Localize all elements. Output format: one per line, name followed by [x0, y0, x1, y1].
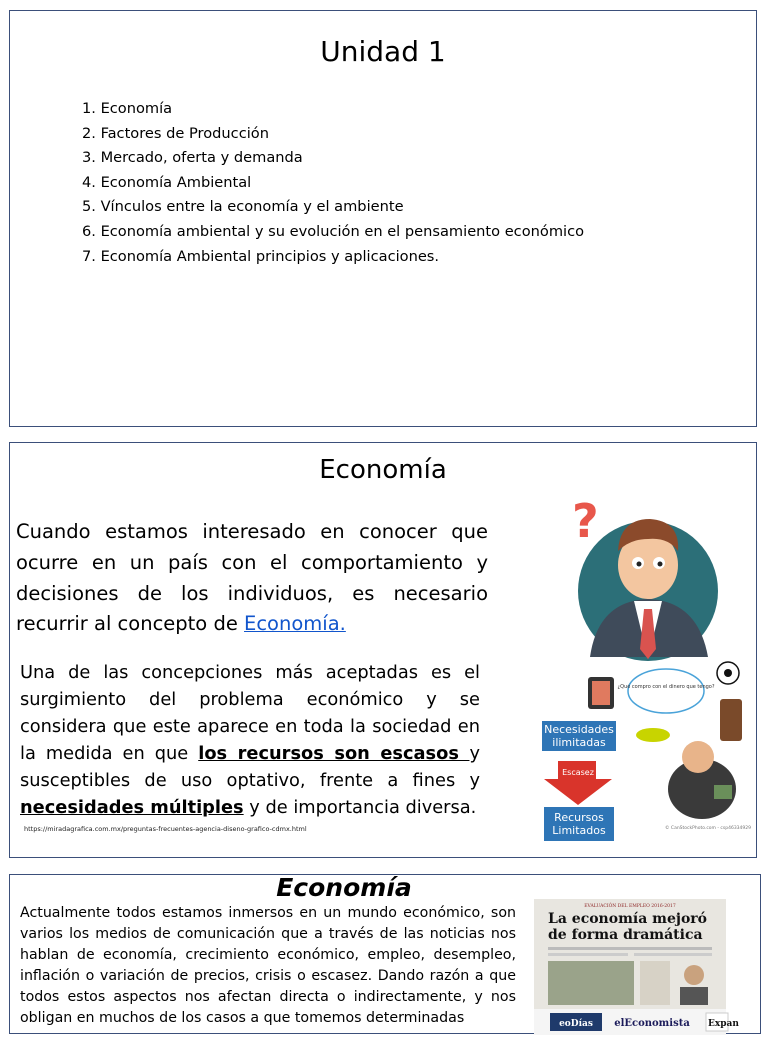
newspaper-headline-2: de forma dramática	[548, 927, 703, 943]
list-item: 7. Economía Ambiental principios y aplicaciones.	[82, 247, 440, 265]
necesidades-box: Necesidades ilimitadas	[542, 721, 616, 751]
thinking-man-icon	[538, 489, 751, 849]
slide3-title: Economía	[276, 873, 412, 902]
recursos-escasos-text: los recursos son escasos	[198, 743, 470, 764]
masthead-3: Expan	[708, 1019, 739, 1029]
recursos-box: Recursos Limitados	[544, 807, 614, 841]
list-item: 5. Vínculos entre la economía y el ambiente	[82, 198, 404, 216]
newspaper-kicker: EVALUACIÓN DEL EMPLEO 2016-2017	[584, 904, 676, 909]
necesidades-multiples-text: necesidades múltiples	[20, 797, 244, 818]
list-item: 2. Factores de Producción	[82, 124, 269, 142]
newspaper-collage-image	[534, 899, 739, 1035]
intro-text: Cuando estamos interesado en conocer que ocurre en un país con el comportamiento y decisiones de los individuos, es necesario recurrir al concepto de	[16, 520, 488, 636]
list-item: 1. Economía	[82, 100, 173, 117]
list-item: 4. Economía Ambiental	[82, 173, 252, 191]
slide-economia-concept	[9, 442, 757, 858]
arrow-label: Escasez	[562, 768, 594, 777]
unit-topics-list	[82, 97, 584, 269]
svg-text:?: ?	[572, 494, 599, 548]
intro-paragraph	[16, 517, 488, 640]
masthead-2: elEconomista	[614, 1018, 690, 1029]
masthead-1: eoDías	[559, 1019, 593, 1029]
list-item: 6. Economía ambiental y su evolución en el pensamiento económico	[82, 222, 585, 240]
concept-text-a: Una de las concepciones más aceptadas es el surgimiento del problema económico y se considera que este aparece en toda la sociedad en la medida en que	[20, 662, 480, 764]
concept-text-c: y susceptibles de uso optativo, frente a fines y	[20, 743, 480, 791]
medios-paragraph: Actualmente todos estamos inmersos en un mundo económico, son varios los medios de comunicación que a través de las noticias nos hablan de economía, crecimiento económico, empleo, desempleo, inflación o variación de precios, crisis o escasez. Dando razón a que todos estos aspectos nos afectan directa o indirectamente, y nos obligan en muchos de los casos a que tomemos determinadas	[20, 905, 516, 1026]
list-item: 3. Mercado, oferta y demanda	[82, 149, 303, 167]
slide-economia-medios	[9, 874, 761, 1034]
slide-unidad-1	[9, 10, 757, 427]
slide1-title: Unidad 1	[320, 35, 446, 68]
concept-paragraph	[20, 659, 480, 821]
newspaper-icon	[534, 899, 739, 1035]
scarcity-illustration	[538, 489, 751, 849]
bubble-text: ¿Qué compro con el dinero que tengo?	[617, 684, 715, 690]
economia-link[interactable]: Economía.	[244, 612, 346, 636]
newspaper-headline-1: La economía mejoró	[548, 911, 707, 927]
slide2-title: Economía	[319, 455, 447, 485]
concept-text-e: y de importancia diversa.	[243, 797, 477, 818]
source-url: https://miradagrafica.com.mx/preguntas-frecuentes-agencia-diseno-grafico-cdmx.html	[24, 825, 307, 833]
image-credit: © CanStockPhoto.com - csp46334929	[665, 826, 751, 831]
